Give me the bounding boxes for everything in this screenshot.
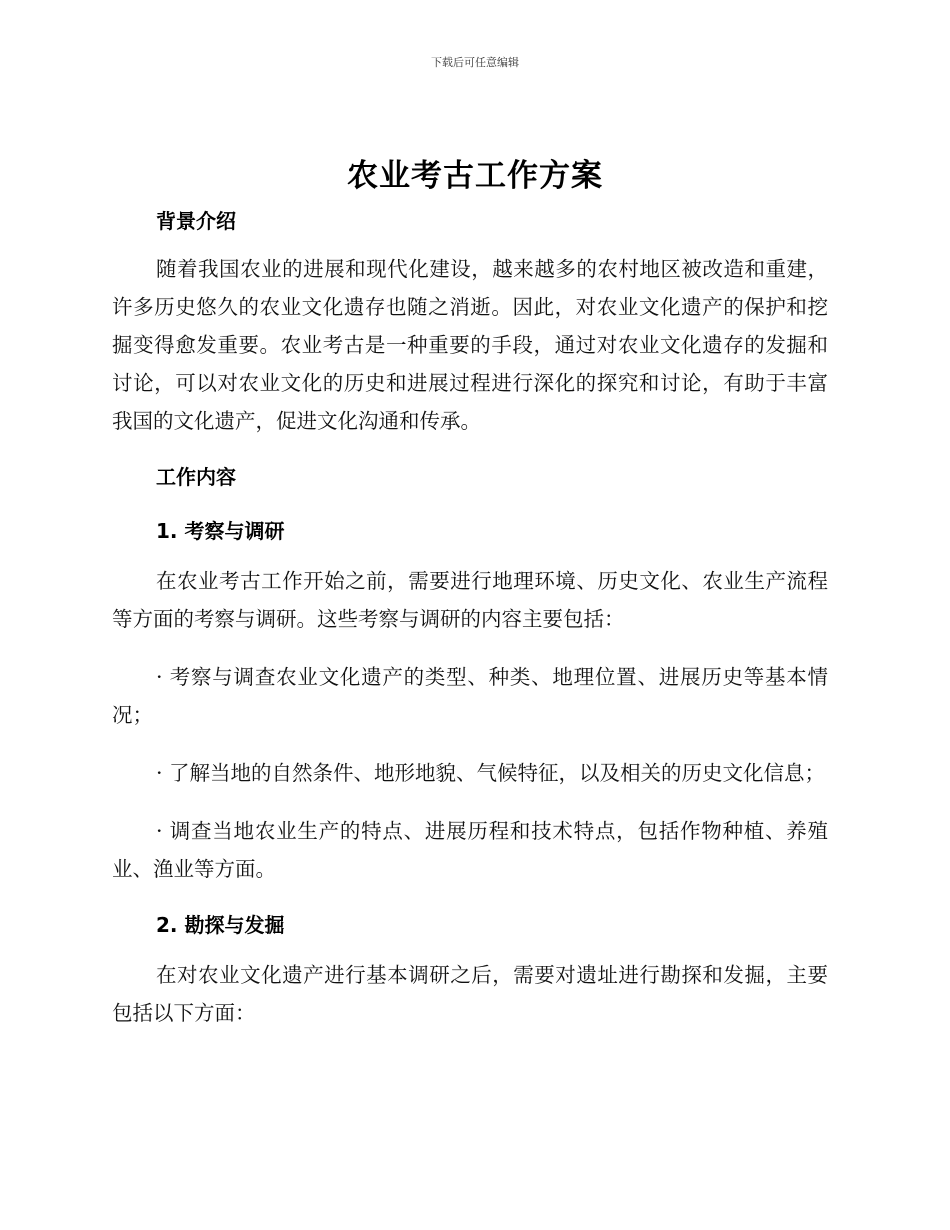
list-item: · 考察与调查农业文化遗产的类型、种类、地理位置、进展历史等基本情况； (112, 665, 828, 727)
subsection-heading-excavation: 2. 勘探与发掘 (156, 913, 285, 937)
header-note: 下载后可任意编辑 (431, 56, 519, 69)
paragraph-excavation: 在对农业文化遗产进行基本调研之后，需要对遗址进行勘探和发掘，主要包括以下方面： (112, 963, 828, 1025)
document-title: 农业考古工作方案 (347, 158, 603, 194)
section-heading-work: 工作内容 (156, 465, 236, 489)
paragraph-background: 随着我国农业的进展和现代化建设，越来越多的农村地区被改造和重建，许多历史悠久的农业文化遗存也随之消逝。因此，对农业文化遗产的保护和挖掘变得愈发重要。农业考古是一种重要的手段，通过对农业文化遗存的发掘和讨论，可以对农业文化的历史和进展过程进行深化的探究和讨论，有助于丰富我国的文化遗产，促进文化沟通和传承。 (112, 257, 828, 433)
paragraph-survey: 在农业考古工作开始之前，需要进行地理环境、历史文化、农业生产流程等方面的考察与调研。这些考察与调研的内容主要包括： (112, 569, 828, 631)
document-body (112, 204, 828, 1032)
section-heading-background: 背景介绍 (156, 209, 236, 233)
subsection-heading-survey: 1. 考察与调研 (156, 519, 285, 543)
list-item: · 调查当地农业生产的特点、进展历程和技术特点，包括作物种植、养殖业、渔业等方面。 (112, 819, 828, 881)
list-item: · 了解当地的自然条件、地形地貌、气候特征，以及相关的历史文化信息； (156, 761, 826, 785)
